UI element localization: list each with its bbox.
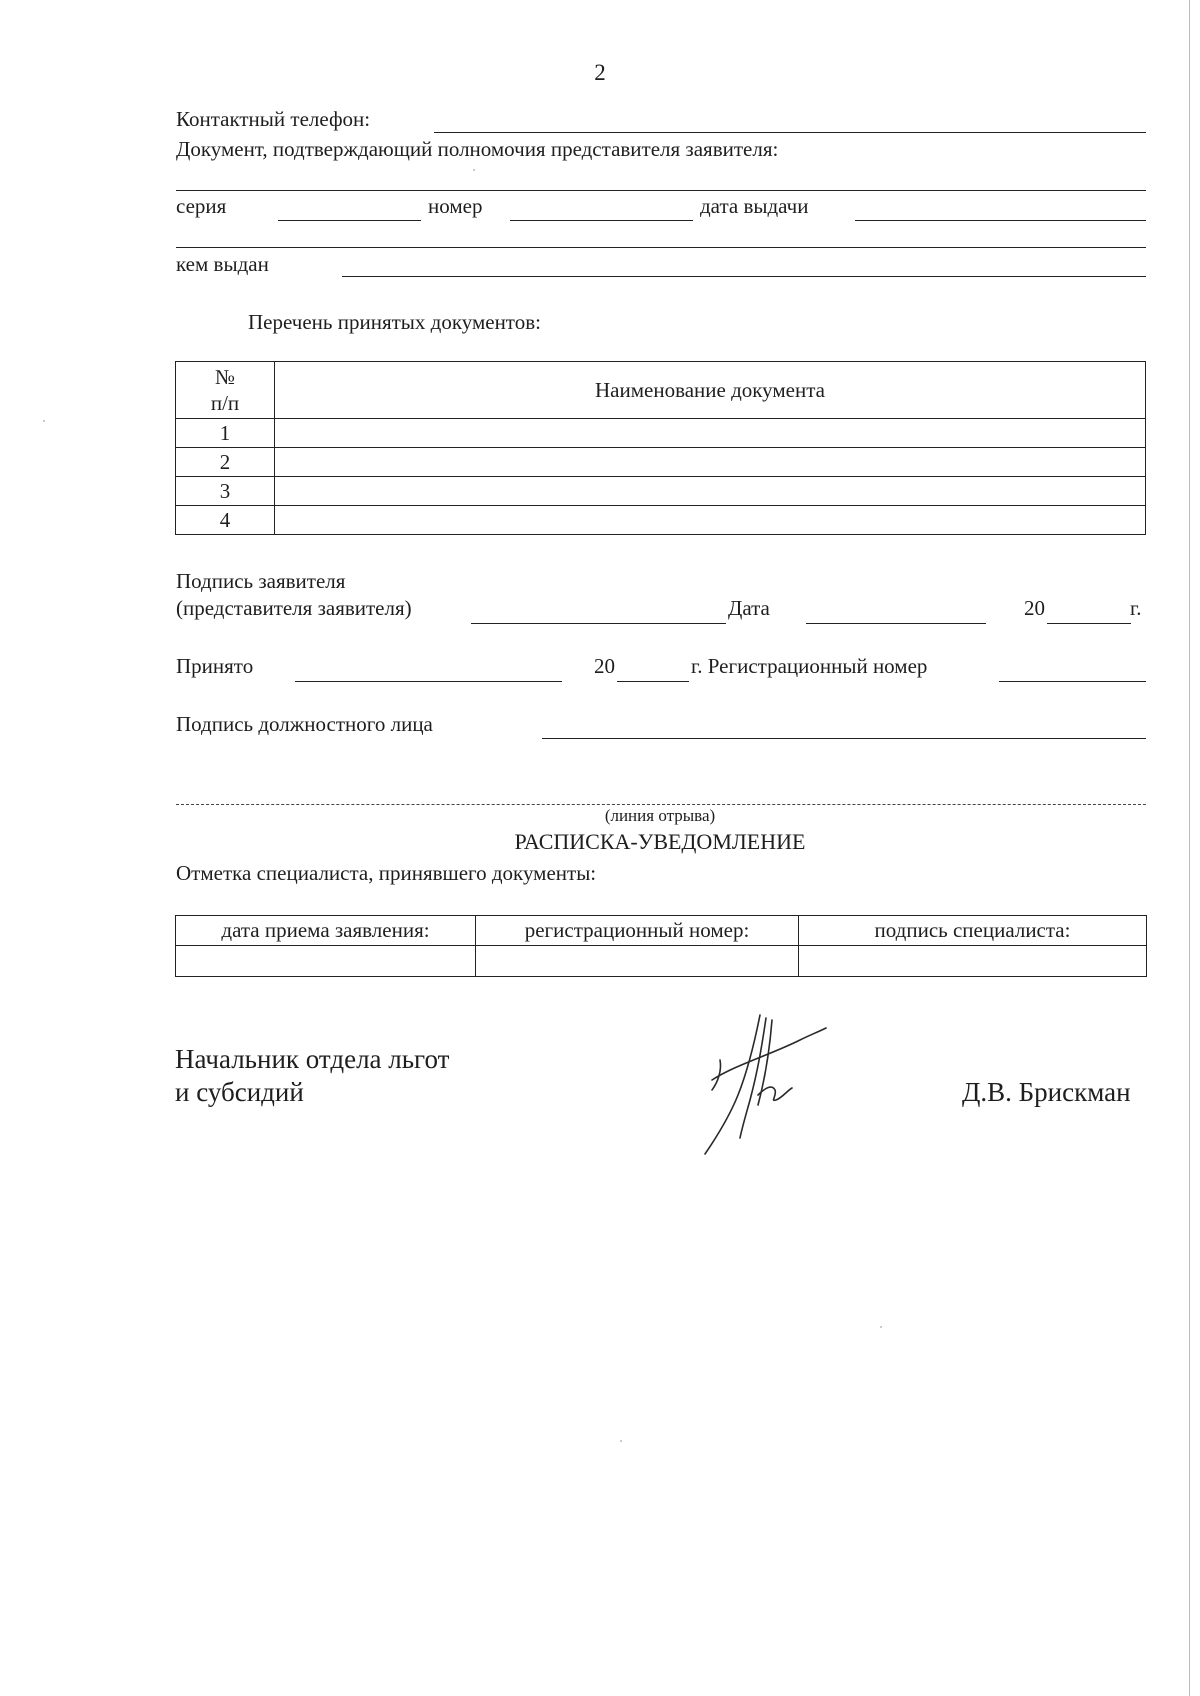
registration-number-label: г. Регистрационный номер — [691, 654, 928, 678]
accepted-field[interactable] — [295, 681, 562, 682]
table-row — [176, 506, 1146, 535]
official-signature-label: Подпись должностного лица — [176, 712, 433, 736]
number-label: номер — [428, 194, 483, 218]
issued-by-field[interactable] — [342, 276, 1146, 277]
applicant-representative-label: (представителя заявителя) — [176, 596, 412, 620]
tear-line — [176, 804, 1146, 805]
authority-document-label: Документ, подтверждающий полномочия представителя заявителя: — [176, 137, 779, 161]
accepted-year-field[interactable] — [617, 681, 689, 682]
scan-speck — [880, 1326, 882, 1328]
receipt-title: РАСПИСКА-УВЕДОМЛЕНИЕ — [514, 829, 806, 854]
series-row-underline — [176, 247, 1146, 248]
accepted-year-prefix: 20 — [594, 654, 615, 678]
number-field[interactable] — [510, 220, 693, 221]
receipt-header-signature: подпись специалиста: — [799, 916, 1147, 946]
scan-speck — [43, 420, 45, 422]
document-name-cell[interactable] — [275, 448, 1146, 477]
document-name-cell[interactable] — [275, 477, 1146, 506]
signatory-name: Д.В. Брискман — [962, 1077, 1131, 1107]
applicant-year-suffix: г. — [1130, 596, 1142, 620]
document-name-cell[interactable] — [275, 419, 1146, 448]
official-signature-field[interactable] — [542, 738, 1146, 739]
row-number: 4 — [176, 506, 275, 535]
accepted-documents-table — [175, 361, 1146, 535]
series-label: серия — [176, 194, 227, 218]
table-row — [176, 946, 1147, 977]
scan-speck — [620, 1440, 622, 1442]
issued-by-label: кем выдан — [176, 252, 269, 276]
receipt-header-date: дата приема заявления: — [176, 916, 476, 946]
row-number: 2 — [176, 448, 275, 477]
accepted-documents-heading: Перечень принятых документов: — [248, 310, 541, 334]
authority-document-field[interactable] — [176, 190, 1146, 191]
receipt-registration-cell[interactable] — [476, 946, 799, 977]
signature-mark — [700, 1010, 830, 1160]
position-title-line1: Начальник отдела льгот — [175, 1044, 450, 1074]
contact-phone-label: Контактный телефон: — [176, 107, 371, 131]
scan-speck — [473, 169, 475, 171]
receipt-header-registration: регистрационный номер: — [476, 916, 799, 946]
applicant-signature-field[interactable] — [471, 623, 726, 624]
issue-date-field[interactable] — [855, 220, 1146, 221]
applicant-signature-label: Подпись заявителя — [176, 569, 346, 593]
handwritten-signature — [700, 1010, 830, 1160]
receipt-signature-cell[interactable] — [799, 946, 1147, 977]
applicant-date-field[interactable] — [806, 623, 986, 624]
contact-phone-field[interactable] — [434, 132, 1146, 133]
row-number: 1 — [176, 419, 275, 448]
applicant-year-field[interactable] — [1047, 623, 1131, 624]
table-row — [176, 419, 1146, 448]
table-row — [176, 477, 1146, 506]
position-title-line2: и субсидий — [175, 1077, 304, 1107]
receipt-table — [175, 915, 1147, 977]
registration-number-field[interactable] — [999, 681, 1146, 682]
applicant-year-prefix: 20 — [1024, 596, 1045, 620]
receipt-date-cell[interactable] — [176, 946, 476, 977]
tear-line-label: (линия отрыва) — [604, 806, 716, 825]
column-header-number: № п/п — [176, 362, 275, 419]
table-row — [176, 448, 1146, 477]
applicant-date-label: Дата — [728, 596, 770, 620]
page-number: 2 — [594, 60, 606, 85]
receipt-note: Отметка специалиста, принявшего документы: — [176, 861, 597, 885]
document-name-cell[interactable] — [275, 506, 1146, 535]
row-number: 3 — [176, 477, 275, 506]
series-field[interactable] — [278, 220, 421, 221]
accepted-label: Принято — [176, 654, 254, 678]
issue-date-label: дата выдачи — [700, 194, 809, 218]
column-header-document-name: Наименование документа — [275, 362, 1146, 419]
